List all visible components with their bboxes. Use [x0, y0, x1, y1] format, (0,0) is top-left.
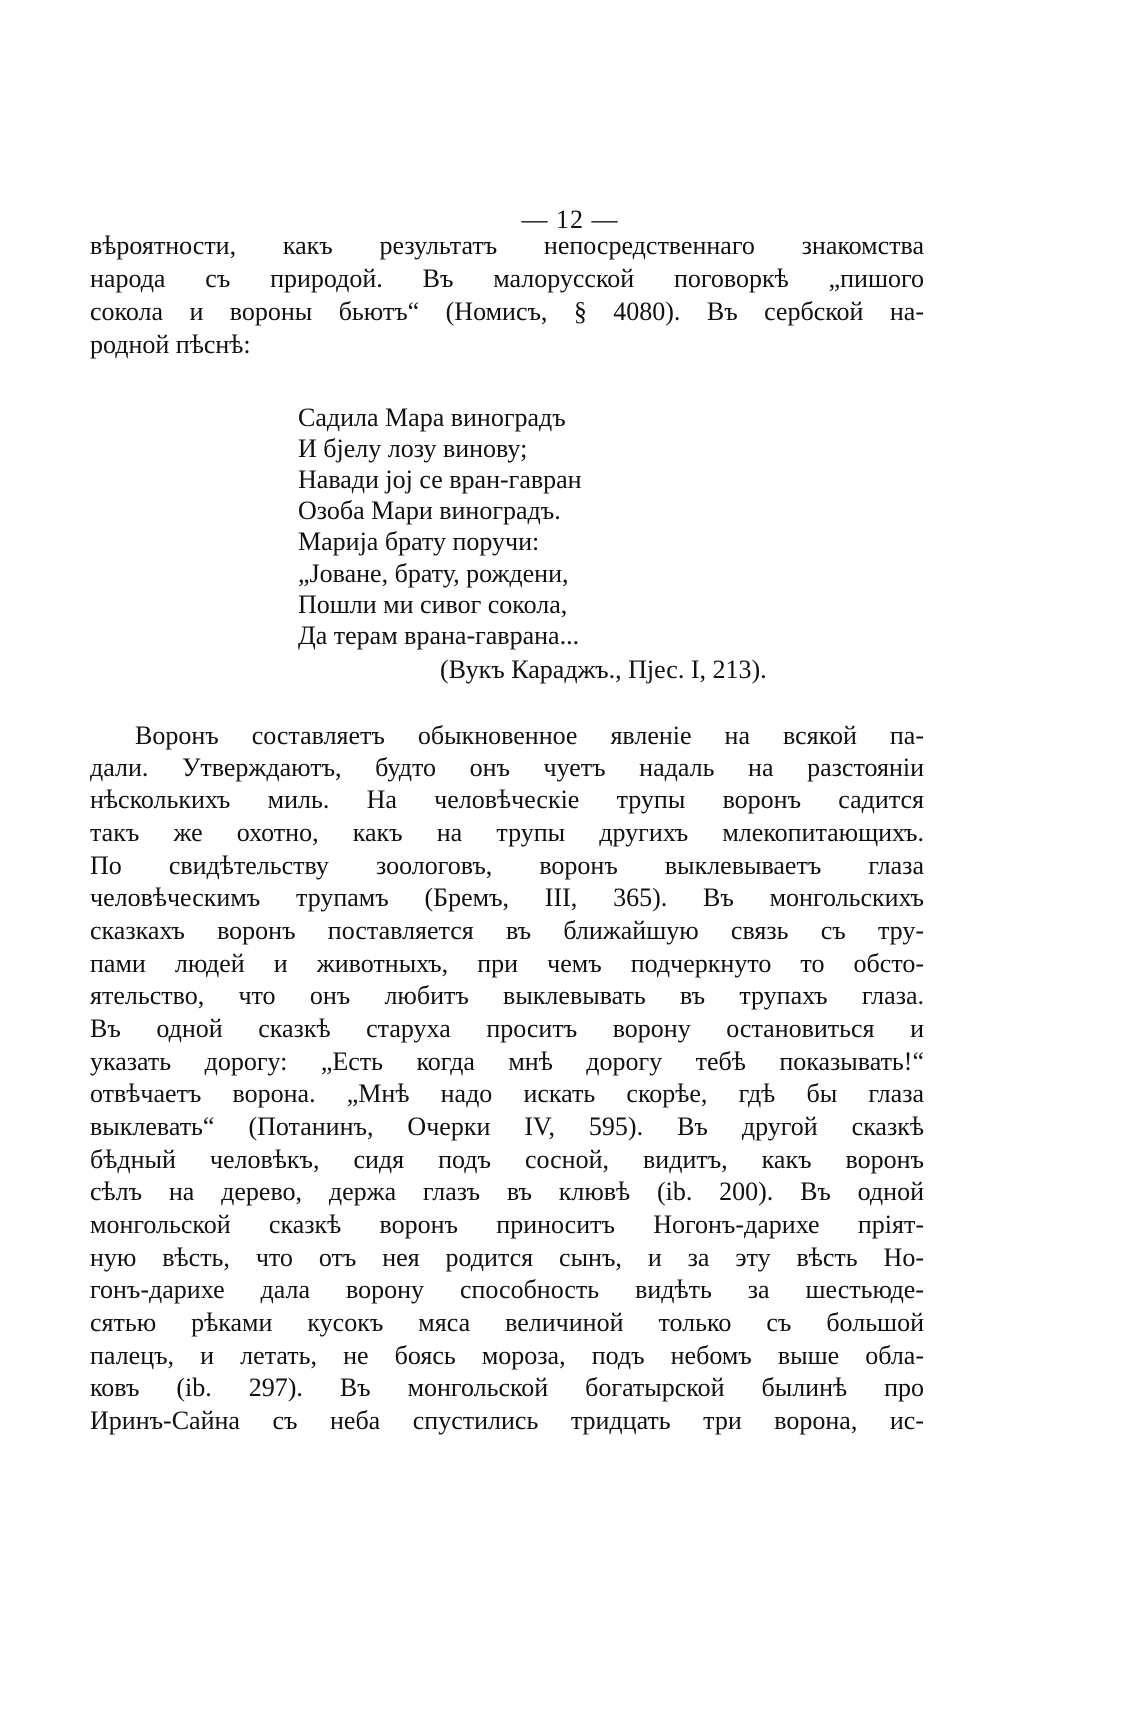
text-line: ятельство, что онъ любитъ выклевывать въ трупахъ глаза. — [90, 981, 924, 1010]
text-line: Въ одной сказкѣ старуха проситъ ворону остановиться и — [90, 1014, 924, 1043]
text-line: сѣлъ на дерево, держа глазъ въ клювѣ (ib. 200). Въ одной — [90, 1177, 924, 1206]
text-line: По свидѣтельству зоологовъ, воронъ выклевываетъ глаза — [90, 851, 924, 880]
text-line: такъ же охотно, какъ на трупы другихъ млекопитающихъ. — [90, 818, 924, 847]
poem-line: Навади joj се вран-гавран — [298, 465, 582, 494]
text-line: ную вѣсть, что отъ нея родится сынъ, и за эту вѣсть Но- — [90, 1243, 924, 1272]
poem-line: И бjелу лозу винову; — [298, 434, 528, 463]
poem-line: Да терам врана-гаврана... — [298, 621, 580, 650]
text-line: пами людей и животныхъ, при чемъ подчеркнуто то обсто- — [90, 949, 924, 978]
text-line: указать дорогу: „Есть когда мнѣ дорогу тебѣ показывать!“ — [90, 1047, 924, 1076]
text-line: бѣдный человѣкъ, сидя подъ сосной, видитъ, какъ воронъ — [90, 1145, 924, 1174]
page-number: — 12 — — [521, 205, 619, 234]
text-line: народа съ природой. Въ малорусской поговоркѣ „пишого — [90, 264, 924, 293]
poem-citation: (Вукъ Караджъ., Пjес. I, 213). — [440, 655, 767, 684]
text-line: Иринъ-Сайна съ неба спустились тридцать три ворона, ис- — [90, 1406, 924, 1435]
text-line: сокола и вороны бьютъ“ (Номисъ, § 4080). Въ сербской на- — [90, 297, 924, 326]
text-line: сятью рѣками кусокъ мяса величиной только съ большой — [90, 1308, 924, 1337]
text-line: вѣроятности, какъ результатъ непосредственнаго знакомства — [90, 231, 924, 260]
poem-line: Садила Мара виноградъ — [298, 403, 566, 432]
text-line: отвѣчаетъ ворона. „Мнѣ надо искать скорѣе, гдѣ бы глаза — [90, 1079, 924, 1108]
text-line: монгольской сказкѣ воронъ приноситъ Ногонъ-дарихе прiят- — [90, 1210, 924, 1239]
text-line: человѣческимъ трупамъ (Бремъ, III, 365). Въ монгольскихъ — [90, 883, 924, 912]
text-line: нѣсколькихъ миль. На человѣческiе трупы воронъ садится — [90, 785, 924, 814]
text-line: родной пѣснѣ: — [90, 330, 251, 359]
poem-line: „Jоване, брату, рождени, — [298, 559, 569, 588]
poem-line: Озоба Мари виноградъ. — [298, 496, 561, 525]
text-line: ковъ (ib. 297). Въ монгольской богатырской былинѣ про — [90, 1373, 924, 1402]
poem-line: Пошли ми сивог сокола, — [298, 590, 568, 619]
text-line: сказкахъ воронъ поставляется въ ближайшую связь съ тру- — [90, 916, 924, 945]
text-line: дали. Утверждаютъ, будто онъ чуетъ надаль на разстоянiи — [90, 753, 924, 782]
text-line: выклевать“ (Потанинъ, Очерки IV, 595). Въ другой сказкѣ — [90, 1112, 924, 1141]
text-line: Воронъ составляетъ обыкновенное явленiе на всякой па- — [135, 721, 924, 750]
poem-line: Марија брату поручи: — [298, 527, 540, 556]
text-line: гонъ-дарихе дала ворону способность видѣть за шестьюде- — [90, 1275, 924, 1304]
text-line: палецъ, и летать, не боясь мороза, подъ небомъ выше обла- — [90, 1341, 924, 1370]
